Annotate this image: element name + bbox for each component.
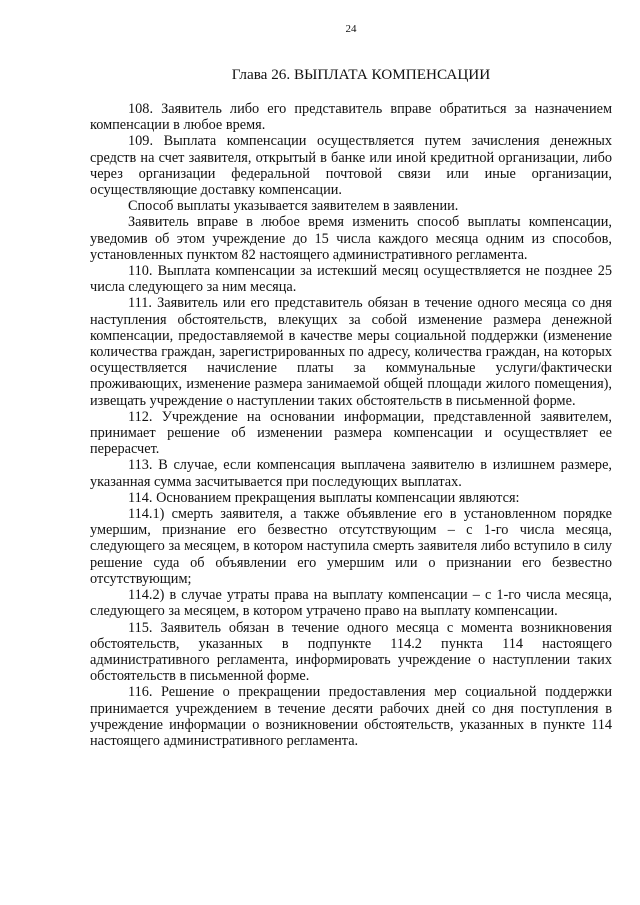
paragraph-111: 111. Заявитель или его представитель обязан в течение одного месяца со дня наступления обстоятельств, влекущих за собой изменение размера денежной компенсации, предоставляемой в качестве меры социальной поддержки (изменение количества граждан, зарегистрированных по адресу, количества граждан, на которых осуществляется начисление платы за коммунальные услуги/фактически проживающих, изменение размера занимаемой общей площади жилого помещения), извещать учреждение о наступлении таких обстоятельств в письменной форме. (90, 295, 612, 409)
paragraph-114-2: 114.2) в случае утраты права на выплату компенсации – с 1-го числа месяца, следующего за месяцем, в котором утрачено право на выплату компенсации. (90, 587, 612, 620)
paragraph-110: 110. Выплата компенсации за истекший месяц осуществляется не позднее 25 числа следующего за ним месяца. (90, 263, 612, 296)
paragraph-116: 116. Решение о прекращении предоставления мер социальной поддержки принимается учреждением в течение десяти рабочих дней со дня поступления в учреждение информации о возникновении обстоятельств, указанных в пункте 114 настоящего административного регламента. (90, 684, 612, 749)
chapter-title: Глава 26. ВЫПЛАТА КОМПЕНСАЦИИ (231, 66, 491, 83)
paragraph-112: 112. Учреждение на основании информации, представленной заявителем, принимает решение об изменении размера компенсации и осуществляет ее перерасчет. (90, 408, 612, 458)
paragraph-payment-method: Способ выплаты указывается заявителем в заявлении. (128, 198, 459, 215)
paragraph-114-1: 114.1) смерть заявителя, а также объявление его в установленном порядке умершим, признание его безвестно отсутствующим – с 1-го числа месяца, следующего за месяцем, в котором наступила смерть заявителя либо вступило в силу решение суда об объявлении его умершим или о признании его безвестно отсутствующим; (90, 506, 612, 587)
paragraph-113: 113. В случае, если компенсация выплачена заявителю в излишнем размере, указанная сумма засчитывается при последующих выплатах. (90, 457, 612, 490)
paragraph-114: 114. Основанием прекращения выплаты компенсации являются: (128, 489, 520, 506)
paragraph-109: 109. Выплата компенсации осуществляется путем зачисления денежных средств на счет заявителя, открытый в банке или иной кредитной организации, либо через организации федеральной почтовой связи или иные организации, осуществляющие доставку компенсации. (90, 133, 612, 199)
paragraph-115: 115. Заявитель обязан в течение одного месяца с момента возникновения обстоятельств, указанных в подпункте 114.2 пункта 114 настоящего административного регламента, информировать учреждение о наступлении таких обстоятельств в письменной форме. (90, 619, 612, 685)
paragraph-108: 108. Заявитель либо его представитель вправе обратиться за назначением компенсации в любое время. (90, 101, 612, 134)
paragraph-change-method: Заявитель вправе в любое время изменить способ выплаты компенсации, уведомив об этом учреждение до 15 числа каждого месяца одним из способов, установленных пунктом 82 настоящего административного регламента. (90, 214, 612, 263)
page-number: 24 (345, 23, 357, 35)
document-page (90, 22, 612, 749)
